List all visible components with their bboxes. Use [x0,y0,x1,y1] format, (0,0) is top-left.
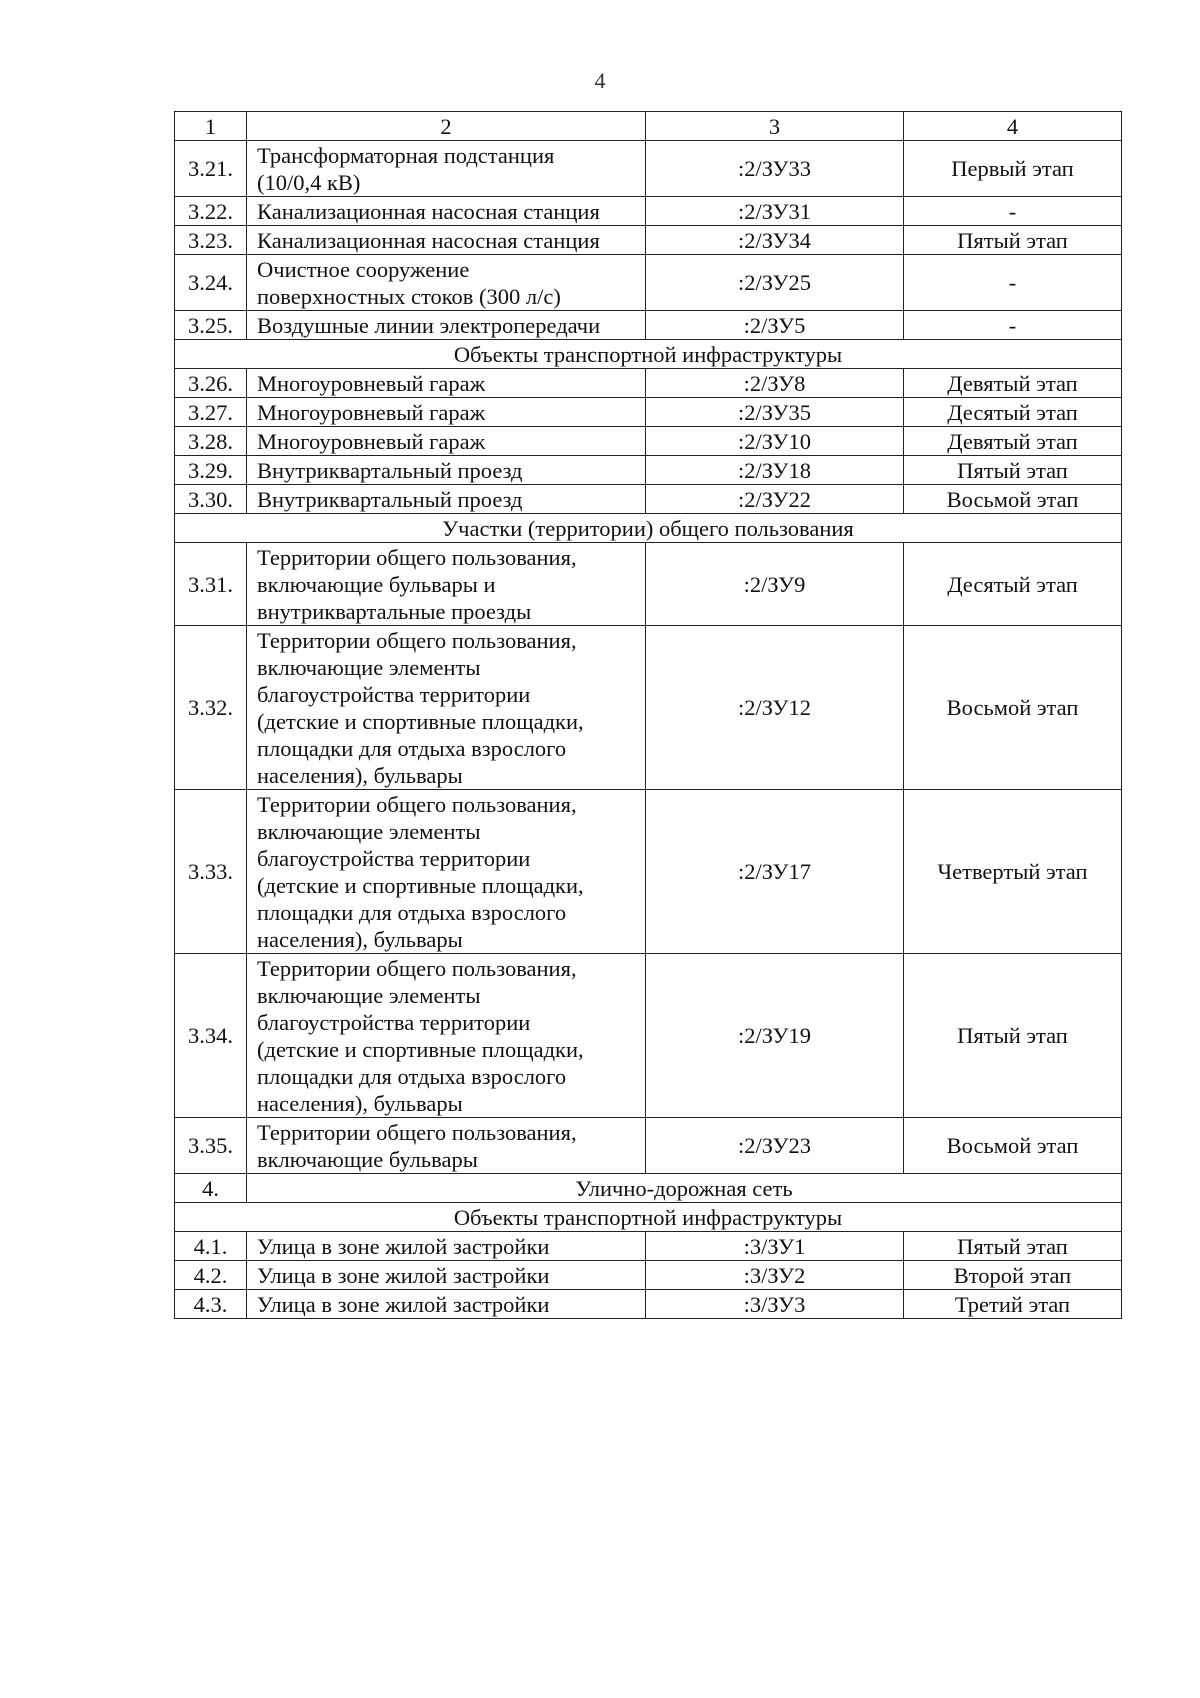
object-name [247,954,646,1118]
row-number: 3.32. [175,626,247,790]
object-name-line: площадки для отдыха взрослого [257,1063,567,1089]
group-number: 4. [175,1174,247,1203]
object-name [247,485,646,514]
table-row [175,543,1122,626]
object-name-line: населения), бульвары [257,762,463,788]
table-body [175,112,1122,1319]
land-plot-code: :2/ЗУ34 [646,226,904,255]
object-name-line: Внутриквартальный проезд [257,486,523,512]
table-row [175,226,1122,255]
object-name [247,543,646,626]
land-plot-code: :2/ЗУ22 [646,485,904,514]
object-name-line: Территории общего пользования, [257,544,577,570]
row-number: 3.35. [175,1118,247,1174]
section-row [175,340,1122,369]
row-number: 3.26. [175,369,247,398]
land-plot-code: :2/ЗУ19 [646,954,904,1118]
row-number: 3.33. [175,790,247,954]
construction-stage: Пятый этап [904,1232,1122,1261]
object-name [247,1261,646,1290]
object-name-line: Многоуровневый гараж [257,428,486,454]
table-row [175,197,1122,226]
object-name-line: Улица в зоне жилой застройки [257,1262,550,1288]
land-plot-code: :2/ЗУ18 [646,456,904,485]
row-number: 4.2. [175,1261,247,1290]
row-number: 3.25. [175,311,247,340]
header-cell-3: 3 [646,112,904,141]
land-plot-code: :2/ЗУ9 [646,543,904,626]
construction-stage: Пятый этап [904,226,1122,255]
object-name-line: (детские и спортивные площадки, [257,872,584,898]
object-name-line: Трансформаторная подстанция [257,142,555,168]
object-name-line: Канализационная насосная станция [257,227,600,253]
object-name-line: Очистное сооружение [257,256,470,282]
construction-stage: Десятый этап [904,398,1122,427]
table-row [175,1118,1122,1174]
row-number: 3.24. [175,255,247,311]
land-plot-code: :3/ЗУ1 [646,1232,904,1261]
land-plot-code: :2/ЗУ33 [646,141,904,197]
group-row [175,1174,1122,1203]
object-name [247,1232,646,1261]
row-number: 3.22. [175,197,247,226]
land-plot-code: :2/ЗУ17 [646,790,904,954]
object-name [247,141,646,197]
object-name-line: населения), бульвары [257,926,463,952]
row-number: 3.28. [175,427,247,456]
object-name-line: Территории общего пользования, [257,791,577,817]
table-row [175,141,1122,197]
object-name-line: площадки для отдыха взрослого [257,899,567,925]
object-name-line: (детские и спортивные площадки, [257,1036,584,1062]
construction-stage: Первый этап [904,141,1122,197]
object-name-line: (детские и спортивные площадки, [257,708,584,734]
page-number: 4 [594,68,606,93]
header-cell-4: 4 [904,112,1122,141]
row-number: 4.1. [175,1232,247,1261]
row-number: 3.21. [175,141,247,197]
land-plot-code: :3/ЗУ3 [646,1290,904,1319]
group-title: Улично-дорожная сеть [247,1174,1122,1203]
header-cell-2: 2 [247,112,646,141]
objects-table [174,111,1122,1319]
object-name-line: благоустройства территории [257,845,531,871]
land-plot-code: :2/ЗУ23 [646,1118,904,1174]
row-number: 3.34. [175,954,247,1118]
object-name [247,197,646,226]
object-name-line: включающие элементы [257,818,481,844]
land-plot-code: :2/ЗУ12 [646,626,904,790]
construction-stage: Восьмой этап [904,1118,1122,1174]
table-row [175,311,1122,340]
table-row [175,456,1122,485]
table-header-row [175,112,1122,141]
section-row [175,1203,1122,1232]
row-number: 3.27. [175,398,247,427]
row-number: 3.29. [175,456,247,485]
land-plot-code: :2/ЗУ31 [646,197,904,226]
table-row [175,255,1122,311]
object-name-line: Канализационная насосная станция [257,198,600,224]
construction-stage: Пятый этап [904,954,1122,1118]
object-name-line: благоустройства территории [257,681,531,707]
object-name-line: включающие элементы [257,654,481,680]
object-name-line: населения), бульвары [257,1090,463,1116]
construction-stage: - [904,255,1122,311]
row-number: 3.31. [175,543,247,626]
object-name [247,1290,646,1319]
object-name [247,456,646,485]
land-plot-code: :2/ЗУ8 [646,369,904,398]
object-name [247,369,646,398]
table-row [175,954,1122,1118]
table-row [175,626,1122,790]
object-name-line: Территории общего пользования, [257,627,577,653]
land-plot-code: :2/ЗУ10 [646,427,904,456]
table-row [175,427,1122,456]
table-row [175,1232,1122,1261]
construction-stage: Девятый этап [904,427,1122,456]
object-name-line: Многоуровневый гараж [257,399,486,425]
construction-stage: Пятый этап [904,456,1122,485]
land-plot-code: :3/ЗУ2 [646,1261,904,1290]
object-name-line: включающие бульвары и [257,571,496,597]
object-name-line: Внутриквартальный проезд [257,457,523,483]
row-number: 3.23. [175,226,247,255]
object-name-line: площадки для отдыха взрослого [257,735,567,761]
section-title: Объекты транспортной инфраструктуры [175,1203,1122,1232]
table-row [175,790,1122,954]
object-name-line: внутриквартальные проезды [257,598,532,624]
object-name [247,311,646,340]
section-title: Объекты транспортной инфраструктуры [175,340,1122,369]
table-row [175,1261,1122,1290]
land-plot-code: :2/ЗУ5 [646,311,904,340]
construction-stage: Четвертый этап [904,790,1122,954]
object-name-line: включающие бульвары [257,1146,478,1172]
object-name-line: Территории общего пользования, [257,1119,577,1145]
row-number: 3.30. [175,485,247,514]
object-name-line: Многоуровневый гараж [257,370,486,396]
section-row [175,514,1122,543]
construction-stage: Третий этап [904,1290,1122,1319]
header-cell-1: 1 [175,112,247,141]
construction-stage: Восьмой этап [904,485,1122,514]
object-name [247,226,646,255]
construction-stage: Десятый этап [904,543,1122,626]
construction-stage: - [904,311,1122,340]
object-name-line: включающие элементы [257,982,481,1008]
table-row [175,1290,1122,1319]
table-row [175,485,1122,514]
construction-stage: Девятый этап [904,369,1122,398]
object-name-line: Улица в зоне жилой застройки [257,1291,550,1317]
object-name [247,398,646,427]
table-row [175,369,1122,398]
object-name-line: Воздушные линии электропередачи [257,312,601,338]
object-name [247,427,646,456]
object-name-line: Улица в зоне жилой застройки [257,1233,550,1259]
land-plot-code: :2/ЗУ35 [646,398,904,427]
construction-stage: - [904,197,1122,226]
object-name [247,255,646,311]
object-name-line: (10/0,4 кВ) [257,169,361,195]
object-name [247,626,646,790]
section-title: Участки (территории) общего пользования [175,514,1122,543]
object-name [247,790,646,954]
object-name [247,1118,646,1174]
object-name-line: поверхностных стоков (300 л/с) [257,283,561,309]
construction-stage: Второй этап [904,1261,1122,1290]
row-number: 4.3. [175,1290,247,1319]
object-name-line: благоустройства территории [257,1009,531,1035]
object-name-line: Территории общего пользования, [257,955,577,981]
land-plot-code: :2/ЗУ25 [646,255,904,311]
table-row [175,398,1122,427]
construction-stage: Восьмой этап [904,626,1122,790]
